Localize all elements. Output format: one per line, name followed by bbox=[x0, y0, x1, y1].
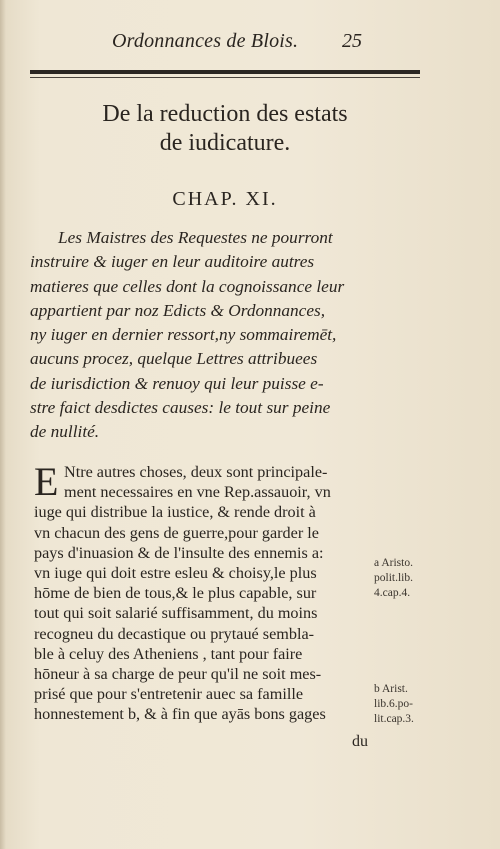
summary-line: instruire & iuger en leur auditoire autres bbox=[30, 252, 315, 272]
running-title: Ordonnances de Blois. bbox=[112, 30, 299, 52]
body-line: hōme de bien de tous,& le plus capable, sur bbox=[34, 584, 317, 603]
summary-line: aucuns procez, quelque Lettres attribuees bbox=[30, 349, 318, 369]
chapter-summary bbox=[30, 226, 370, 445]
header-rule-thin bbox=[30, 77, 420, 78]
summary-line: ny iuger en dernier ressort,ny sommairemēt, bbox=[30, 325, 337, 345]
summary-line: appartient par noz Edicts & Ordonnances, bbox=[30, 300, 326, 320]
summary-line: Les Maistres des Requestes ne pourront bbox=[58, 228, 333, 247]
header-rule-thick bbox=[30, 70, 420, 74]
body-line: recogneu du decastique ou prytaué sembla- bbox=[34, 624, 315, 643]
section-title-line-1: De la reduction des estats bbox=[102, 101, 348, 127]
margin-note-line: a Aristo. bbox=[374, 557, 413, 569]
summary-line: de nullité. bbox=[30, 422, 100, 442]
summary-line: matieres que celles dont la cognoissance leur bbox=[30, 276, 345, 296]
margin-note-a bbox=[374, 556, 413, 601]
body-line: hōneur à sa charge de peur qu'il ne soit mes- bbox=[34, 665, 322, 684]
body-line: Ntre autres choses, deux sont principale- bbox=[64, 463, 328, 481]
margin-note-line: 4.cap.4. bbox=[374, 587, 411, 599]
body-paragraph bbox=[34, 459, 374, 725]
body-line: ment necessaires en vne Rep.assauoir, vn bbox=[64, 483, 331, 502]
page-gutter-shadow bbox=[0, 0, 6, 849]
body-line: vn chacun des gens de guerre,pour garder le bbox=[34, 523, 319, 542]
section-title bbox=[30, 100, 420, 158]
drop-cap: E bbox=[34, 459, 59, 504]
margin-note-line: lit.cap.3. bbox=[374, 713, 414, 725]
body-line: iuge qui distribue la iustice, & rende droit à bbox=[34, 503, 316, 522]
body-line: vn iuge qui doit estre esleu & choisy,le plus bbox=[34, 564, 317, 583]
chapter-heading: CHAP. XI. bbox=[172, 188, 278, 210]
summary-line: de iurisdiction & renuoy qui leur puisse e- bbox=[30, 373, 324, 393]
section-title-line-2: de iudicature. bbox=[159, 130, 291, 156]
body-line: tout qui soit salarié suffisamment, du moins bbox=[34, 604, 318, 623]
body-line: honnestement b, & à fin que ayās bons gages bbox=[34, 705, 326, 724]
body-line: prisé que pour s'entretenir auec sa famille bbox=[34, 685, 303, 704]
page-number: 25 bbox=[342, 30, 362, 52]
body-line: ble à celuy des Atheniens , tant pour faire bbox=[34, 644, 303, 663]
summary-line: stre faict desdictes causes: le tout sur peine bbox=[30, 398, 331, 418]
running-header bbox=[30, 30, 430, 60]
catchword: du bbox=[352, 733, 368, 750]
body-line: pays d'inuasion & de l'insulte des ennemis a: bbox=[34, 543, 324, 562]
margin-note-line: polit.lib. bbox=[374, 572, 413, 584]
margin-note-b bbox=[374, 682, 414, 727]
margin-note-line: b Arist. bbox=[374, 683, 408, 695]
margin-note-line: lib.6.po- bbox=[374, 698, 413, 710]
